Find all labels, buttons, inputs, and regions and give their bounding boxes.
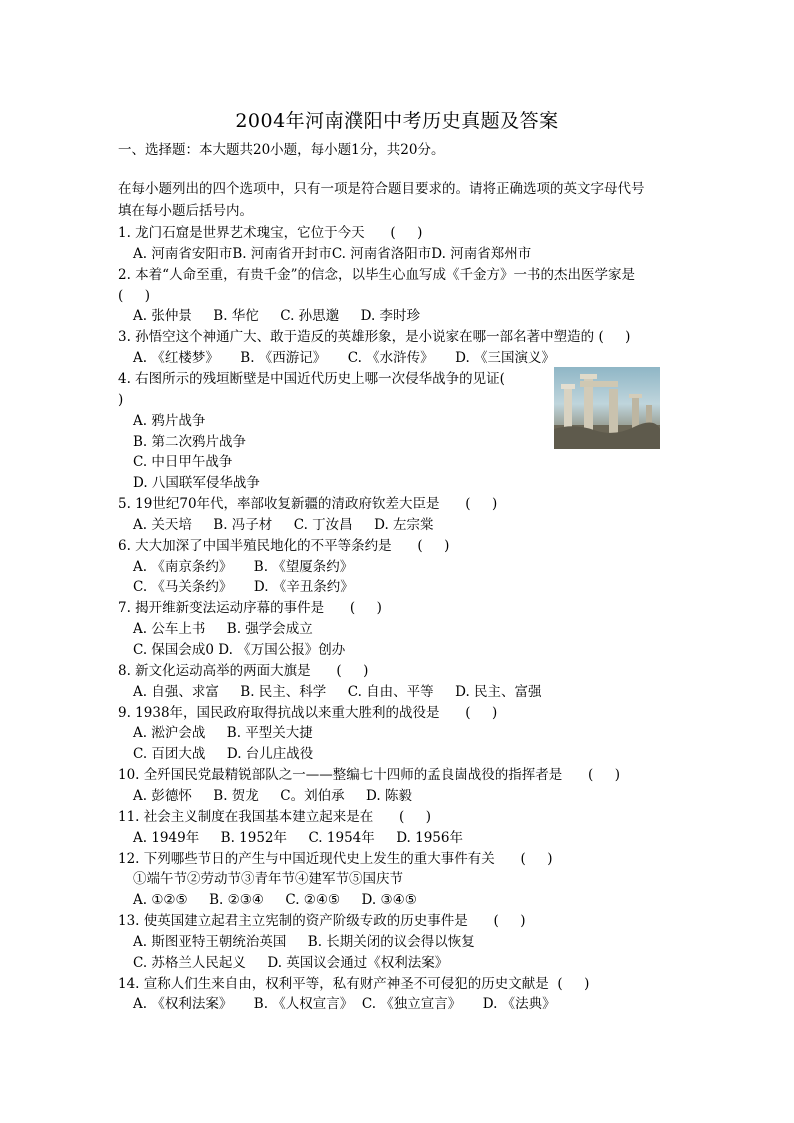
question-text: 8. 新文化运动高举的两面大旗是 ( ) <box>118 663 369 679</box>
question-text: 5. 19世纪70年代，率部收复新疆的清政府钦差大臣是 ( ) <box>118 496 498 512</box>
answer-options: D. 八国联军侵华战争 <box>133 475 260 491</box>
instruction-line: 在每小题列出的四个选项中，只有一项是符合题目要求的。请将正确选项的英文字母代号 <box>118 181 645 197</box>
page-title: 2004年河南濮阳中考历史真题及答案 <box>235 110 559 132</box>
answer-options: A. 张仲景 B. 华佗 C. 孙思邈 D. 李时珍 <box>133 308 421 324</box>
answer-options: A. 自强、求富 B. 民主、科学 C. 自由、平等 D. 民主、富强 <box>133 684 542 700</box>
answer-options: C. 保国会成0 D. 《万国公报》创办 <box>133 642 346 658</box>
answer-options: A. 《红楼梦》 B. 《西游记》 C. 《水浒传》 D. 《三国演义》 <box>133 350 556 366</box>
question-text: 12. 下列哪些节日的产生与中国近现代史上发生的重大事件有关 ( ) <box>118 851 553 867</box>
answer-options: B. 第二次鸦片战争 <box>133 434 247 450</box>
question-text: 14. 宣称人们生来自由，权利平等，私有财产神圣不可侵犯的历史文献是 ( ) <box>118 976 590 992</box>
question-text: 6. 大大加深了中国半殖民地化的不平等条约是 ( ) <box>118 538 450 554</box>
answer-options: ①端午节②劳动节③青年节④建军节⑤国庆节 <box>133 871 403 887</box>
answer-options: C. 百团大战 D. 台儿庄战役 <box>133 746 314 762</box>
answer-options: A. 《南京条约》 B. 《望厦条约》 <box>133 559 354 575</box>
answer-options: C. 苏格兰人民起义 D. 英国议会通过《权利法案》 <box>133 955 449 971</box>
question-text: 7. 揭开维新变法运动序幕的事件是 ( ) <box>118 600 382 616</box>
ruins-photo <box>554 367 660 449</box>
question-text: 3. 孙悟空这个神通广大、敢于造反的英雄形象，是小说家在哪一部名著中塑造的 ( ) <box>118 329 631 345</box>
answer-options: A. 关天培 B. 冯子材 C. 丁汝昌 D. 左宗棠 <box>133 517 434 533</box>
answer-options: A. 河南省安阳市B. 河南省开封市C. 河南省洛阳市D. 河南省郑州市 <box>133 246 532 262</box>
question-text: 9. 1938年，国民政府取得抗战以来重大胜利的战役是 ( ) <box>118 705 498 721</box>
answer-options: A. 淞沪会战 B. 平型关大捷 <box>133 725 313 741</box>
question-text: 13. 使英国建立起君主立宪制的资产阶级专政的历史事件是 ( ) <box>118 913 526 929</box>
section-heading: 一、选择题：本大题共20小题，每小题1分，共20分。 <box>118 142 445 158</box>
answer-options: A. 彭德怀 B. 贺龙 C。刘伯承 D. 陈毅 <box>133 788 412 804</box>
answer-options: A. 鸦片战争 <box>133 413 206 429</box>
question-text: ( ) <box>118 288 150 304</box>
question-text: 2. 本着“人命至重，有贵千金”的信念，以毕生心血写成《千金方》一书的杰出医学家是 <box>118 267 635 283</box>
question-text: 11. 社会主义制度在我国基本建立起来是在 ( ) <box>118 809 431 825</box>
answer-options: A. 1949年 B. 1952年 C. 1954年 D. 1956年 <box>133 830 463 846</box>
answer-options: A. 斯图亚特王朝统治英国 B. 长期关闭的议会得以恢复 <box>133 934 475 950</box>
answer-options: C. 中日甲午战争 <box>133 454 233 470</box>
answer-options: A. ①②⑤ B. ②③④ C. ②④⑤ D. ③④⑤ <box>133 892 417 908</box>
answer-options: A. 公车上书 B. 强学会成立 <box>133 621 313 637</box>
question-text: ) <box>118 392 124 408</box>
question-text: 10. 全歼国民党最精锐部队之一——整编七十四师的孟良崮战役的指挥者是 ( ) <box>118 767 620 783</box>
question-text: 1. 龙门石窟是世界艺术瑰宝，它位于今天 ( ) <box>118 225 423 241</box>
answer-options: C. 《马关条约》 D. 《辛丑条约》 <box>133 579 354 595</box>
question-text: 4. 右图所示的残垣断壁是中国近代历史上哪一次侵华战争的见证( <box>118 371 505 387</box>
instruction-line: 填在每小题后括号内。 <box>118 203 253 219</box>
answer-options: A. 《权利法案》 B. 《人权宣言》 C. 《独立宣言》 D. 《法典》 <box>133 996 556 1012</box>
ruins-illustration <box>554 367 660 449</box>
